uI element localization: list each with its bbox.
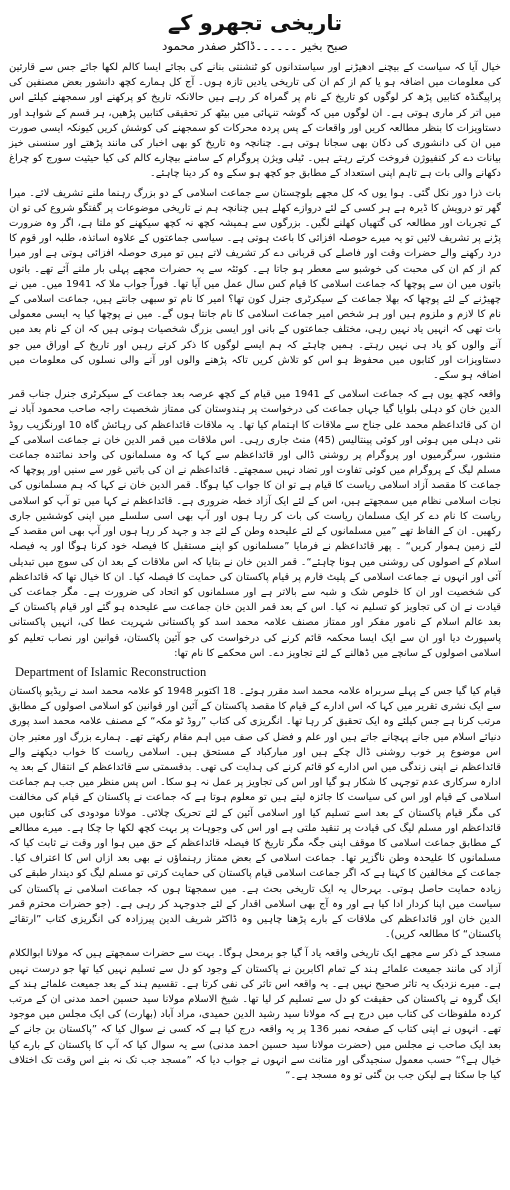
column-byline: صبح بخیر ۔۔۔۔۔۔ڈاکٹر صفدر محمود: [162, 39, 348, 53]
english-heading: Department of Islamic Reconstruction: [15, 664, 207, 679]
column-title: تاریخی تجھرو کے: [167, 11, 343, 35]
article-paragraph: مسجد کے ذکر سے مجھے ایک تاریخی واقعہ یاد آ گیا جو برمحل ہوگا۔ بہت سے حضرات سمجھتے ہیں کہ مولانا ابوالکلام آزاد کی مانند جمیعت علمائے ہند کے تمام اکابرین نے پاکستان کے وجود کو دل سے تسلیم نہیں کیا تھا جو درست نہیں ہے۔ میرے نزدیک یہ تاثر صحیح نہیں ہے۔ یہ واقعہ اس تاثر کی نفی کرتا ہے۔ تقسیم ہند کے بعد جمیعت علمائے ہند کے ایک گروہ نے پاکستان کی حقیقت کو دل سے تسلیم کر لیا تھا۔ شیخ الاسلام مولانا سید حسین احمد مدنی ان کے مرتب کردہ ملفوظات کی کتاب میں درج ہے کہ مولانا سید رشید الدین حمیدی، مراد آباد (بھارت) کی ایک مجلس میں موجود تھے۔ انہوں نے اپنی کتاب کے صفحہ نمبر 136 پر یہ واقعہ درج کیا ہے کہ کسی نے سوال کیا کہ ”پاکستان بن جانے کے بعد ایک صاحب نے مجلس میں (حضرت مولانا سید حسین احمد مدنی) سے یہ سوال کیا کہ آپ کا پاکستان کے بارے کیا خیال ہے؟“ حسب معمول سنجیدگی اور متانت سے انہوں نے جواب دیا کہ ”مسجد جب تک نہ بنے اس وقت تک اختلاف کیا جا سکتا ہے لیکن جب بن گئی تو وہ مسجد ہے۔“: [9, 948, 501, 1081]
article-body: [9, 60, 501, 1083]
article-paragraph: خیال آیا کہ سیاست کے بیچنے ادھیڑنے اور سیاستدانوں کو ٹنشنتی بنانے کی بجائے ایسا کالم لکھا جائے جس سے قارئین کی معلومات میں اضافہ ہو یا کم از کم ان کی تاریخی یادیں تازہ ہوں۔ آج کل ہمارے کچھ دانشور بعض مصنفین کی پراپیگنڈہ کتابیں پڑھ کر لوگوں کو تاریخ کے نام پر گمراہ کر رہے ہیں حالانکہ تاریخ کو پرکھنے اور سمجھنے کیلئے اس میں اتر کر ماری ہوتی ہے۔ ان لوگوں میں کہ گوشہ تنہائی میں بیٹھ کر تحقیقی کتابیں پڑھیں، ہر قسم کے شواہد اور دستاویزات کا بنظر مطالعہ کریں اور واقعات کے پس پردہ محرکات کو سمجھنے کی کوشش کریں کیونکہ ایسی صورت میں ان کی دانشوری کی دکان بھی سجانا ہوتی ہے۔ چنانچہ وہ تاریخ کو بھی اخبار کی مانند پڑھتے اور سنسنی خیز بیانات دے کر کنفیوژن فروخت کرتے رہتے ہیں۔ ٹیلی ویژن پروگرام کے سامنے بیچارے کالم کی کیا حیثیت سورج کو چراغ دکھانے والی بات ہے تاہم اپنی استعداد کے مطابق جو کچھ ہو سکے وہ کر دینا چاہئے۔: [9, 62, 501, 180]
article-paragraph: قیام کیا گیا جس کے پہلے سربراہ علامہ محمد اسد مقرر ہوئے۔ 18 اکتوبر 1948 کو علامہ محمد اسد نے ریڈیو پاکستان سے ایک نشری تقریر میں کہا کہ اس ادارے کے قیام کا مقصد پاکستان کے آئین اور قوانین کو اسلامی اصولوں کے مطابق مرتب کرنا ہے جس کیلئے وہ ایک تحقیق کر رہا تھا۔ انگریزی کی کتاب ”روڈ ٹو مکہ“ کے مصنف علامہ محمد اسد پوری دنیائے اسلام میں جانے پہچانے جاتے ہیں اور علم و فضل کی صف میں اہم مقام رکھتے تھے۔ ہمارے بزرگ اور معتبر جان اس موضوع پر خوب روشنی ڈال چکے ہیں اور مبارکباد کے مستحق ہیں۔ اسلامی ریاست کا خواب دیکھنے والے قائداعظم نے اپنی زندگی میں اس ادارے کو قائم کرنے کی ہدایت کی تھی۔ بدقسمتی سے قائداعظم کے انتقال کے بعد یہ ادارہ سرکاری عدم توجہی کا شکار ہو گیا اور اس کی تجاویز پر عمل نہ ہو سکا۔ اس پس منظر میں جب ہم جماعت اسلامی کے قیام اور اس کی سیاست کا جائزہ لیتے ہیں تو معلوم ہوتا ہے کہ جماعت نے پاکستان کے قیام کی مخالفت کی مگر قیام پاکستان کے بعد اسے تسلیم کیا اور اسلامی آئین کے لئے تحریک چلائی۔ مولانا مودودی کی کتابوں میں قائداعظم اور مسلم لیگ کی قیادت پر تنقید ملتی ہے اور اس کی وجوہات پر بہت کچھ لکھا جا چکا ہے۔ میرے مطالعے کے مطابق جماعت اسلامی کا موقف اپنی جگہ مگر تاریخ کا فیصلہ قائداعظم کے حق میں ہوا اور وقت نے ثابت کیا کہ مسلمانوں کا علیحدہ وطن ناگزیر تھا۔ جماعت اسلامی کے بعض ممتاز رہنماؤں نے بھی بعد ازاں اس کا اعتراف کیا۔ جماعت کے مخالفین کا کہنا ہے کہ اگر جماعت اسلامی قیام پاکستان کی حمایت کرتی تو مسلم لیگ کو دیندار طبقے کی زیادہ حمایت حاصل ہوتی۔ بہرحال یہ ایک تاریخی بحث ہے۔ میں سمجھتا ہوں کہ جماعت اسلامی نے پاکستان کی سیاست میں اپنا کردار ادا کیا ہے اور وہ آج بھی اسلامی اقدار کے لئے جدوجہد کر رہی ہے۔ (جو حضرات محترم قمر الدین خان اور قائداعظم کی ملاقات کے بارے پڑھنا چاہیں وہ ڈاکٹر شریف الدین پیرزادہ کی انگریزی کتاب ”ارتقائے پاکستان“ کا مطالعہ کریں)۔: [9, 685, 502, 941]
article-paragraph: بات ذرا دور نکل گئی۔ ہوا یوں کہ کل مجھے بلوچستان سے جماعت اسلامی کے دو بزرگ رہنما ملنے تشریف لائے۔ میرا گھر تو درویش کا ڈیرہ ہے ہر کسی کے لئے دروازے کھلے ہیں چنانچہ ہم نے تاریخی موضوعات پر گفتگو شروع کی تو ان کے تجربات اور مطالعہ کی گتھیاں کھلنے لگیں۔ بزرگوں سے ہمیشہ کچھ نہ کچھ سیکھنے کو ملتا ہے، اگر وہ ضرورت پڑنے پر تشریف لائیں تو یہ میرے حوصلہ افزائی کا باعث ہوتی ہے۔ سیاسی جماعتوں کے علاوہ اساتذہ، طلبہ اور قوم کا درد رکھنے والے حضرات وقت اور فاصلے کی قربانی دے کر تشریف لاتے ہیں تو میری حوصلہ افزائی ہوتی ہے اور میرا کم از کم ان کی محبت کی خوشبو سے معطر ہو جاتا ہے۔ کوئٹہ سے یہ حضرات مجھے پہلی بار ملنے آئے تھے۔ باتوں باتوں میں ان سے پوچھا کہ جماعت اسلامی کا قیام کس سال عمل میں آیا تھا۔ فوراً جواب ملا کہ 1941 میں۔ میں نے چھیڑنے کے لئے پوچھا کہ بھلا جماعت کے سیکرٹری جنرل کون تھا؟ امیر کا نام تو سبھی جانتے ہیں، جماعت اسلامی کے نام کا لازم و ملزوم ہیں اور ہر شخص امیر جماعت اسلامی کا نام جانتا ہوں گے۔ میں نے پوچھا کیا یہ ایسی معمولی بات تھی کہ انہیں یاد نہیں رہی، مختلف جماعتوں کے بانی اور ایسی بزرگ شخصیات ہوتی ہیں کہ ان کے نام بعد میں آنے والوں کو یاد ہی نہیں رہتے۔ ہمیں چاہئے کہ ہم ایسے لوگوں کا ذکر کرتے رہیں اور تاریخ کے اوراق میں جو دستاویزات اور کتابوں میں محفوظ ہو اس کو تلاش کریں تاکہ پڑھنے والوں اور آنے والی نسلوں کی معلومات میں اضافہ ہو سکے۔: [9, 187, 502, 382]
article-paragraph: واقعہ کچھ یوں ہے کہ جماعت اسلامی کے 1941 میں قیام کے کچھ عرصہ بعد جماعت کے سیکرٹری جنرل جناب قمر الدین خان کو دہلی بلوایا گیا جہاں جماعت کی درخواست پر ہندوستان کی ممتاز شخصیت راجہ صاحب محمود آباد نے ان کی قائداعظم محمد علی جناح سے ملاقات کا اہتمام کیا تھا۔ یہ ملاقات قائداعظم کی رہائش گاہ 10 اورنگزیب روڈ نئی دہلی میں ہوئی اور کوئی پینتالیس (45) منٹ جاری رہی۔ اس ملاقات میں قمر الدین خان نے جماعت اسلامی کے منشور، سرگرمیوں اور پروگرام پر روشنی ڈالی اور قائداعظم سے کہا کہ وہ مسلمانوں کی واحد نمائندہ جماعت مسلم لیگ کے پروگرام میں کوئی تفاوت اور تضاد نہیں سمجھتے۔ قائداعظم نے ان کی باتیں غور سے سنیں اور پوچھا کہ جماعت کا مقصد آزاد اسلامی ریاست کا قیام ہے تو ان کا جواب کیا ہوگا۔ قمر الدین خان نے کہا کہ ہم مسلمانوں کی نجات اسلامی نظام میں سمجھتے ہیں، اس کے لئے ایک آزاد خطہ ضروری ہے۔ قائداعظم نے کہا میں تو آپ کو اسلامی ریاست کا نام دے کر ایک مسلمان ریاست کی بات کر رہا ہوں اور آپ بھی اسی سلسلے میں اپنی کوششیں جاری رکھیں۔ ان کے الفاظ تھے ”میں مسلمانوں کے لئے علیحدہ وطن کے لئے جد و جہد کر رہا ہوں اور آپ بھی اس مقصد کے لئے زمین ہموار کریں“ ۔ پھر قائداعظم نے فرمایا ”مسلمانوں کو اپنے مستقبل کا فیصلہ خود کرنا ہوگا اور یہ فیصلہ اسلام کے اصولوں کی روشنی میں ہونا چاہئے“۔ قمر الدین خان نے بتایا کہ اس ملاقات کے بعد ان کی سوچ میں تبدیلی آئی اور انہوں نے جماعت اسلامی کے پلیٹ فارم پر قیام پاکستان کی حمایت کا فیصلہ کیا۔ ان کا خیال تھا کہ قائداعظم کی شخصیت اور ان کا خلوص شک و شبہ سے بالاتر ہے اور مسلمانوں کو اتحاد کی ضرورت ہے۔ مگر جماعت کی قیادت نے ان کی تجاویز کو تسلیم نہ کیا۔ اس کے بعد قمر الدین خان جماعت سے علیحدہ ہو گئے اور قیام پاکستان کے بعد عالم اسلام کے نامور مفکر اور ممتاز مصنف علامہ محمد اسد کو پاکستانی شہریت عطا کی، انہیں پاکستانی پاسپورٹ دیا اور ان سے ایک ایسا محکمہ قائم کرنے کی درخواست کی جو آئین پاکستان، قوانین اور نصاب تعلیم کو اسلامی اصولوں کے سانچے میں ڈھالنے کے لئے تجاویز دے۔ اس محکمے کا نام تھا:: [9, 389, 501, 659]
